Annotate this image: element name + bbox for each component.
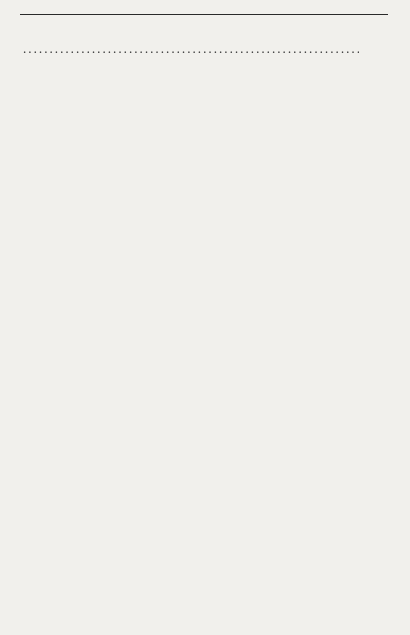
control-questions-entry — [20, 39, 388, 58]
table-of-contents — [20, 39, 388, 64]
dot-leader — [23, 39, 359, 58]
running-head — [20, 10, 388, 15]
